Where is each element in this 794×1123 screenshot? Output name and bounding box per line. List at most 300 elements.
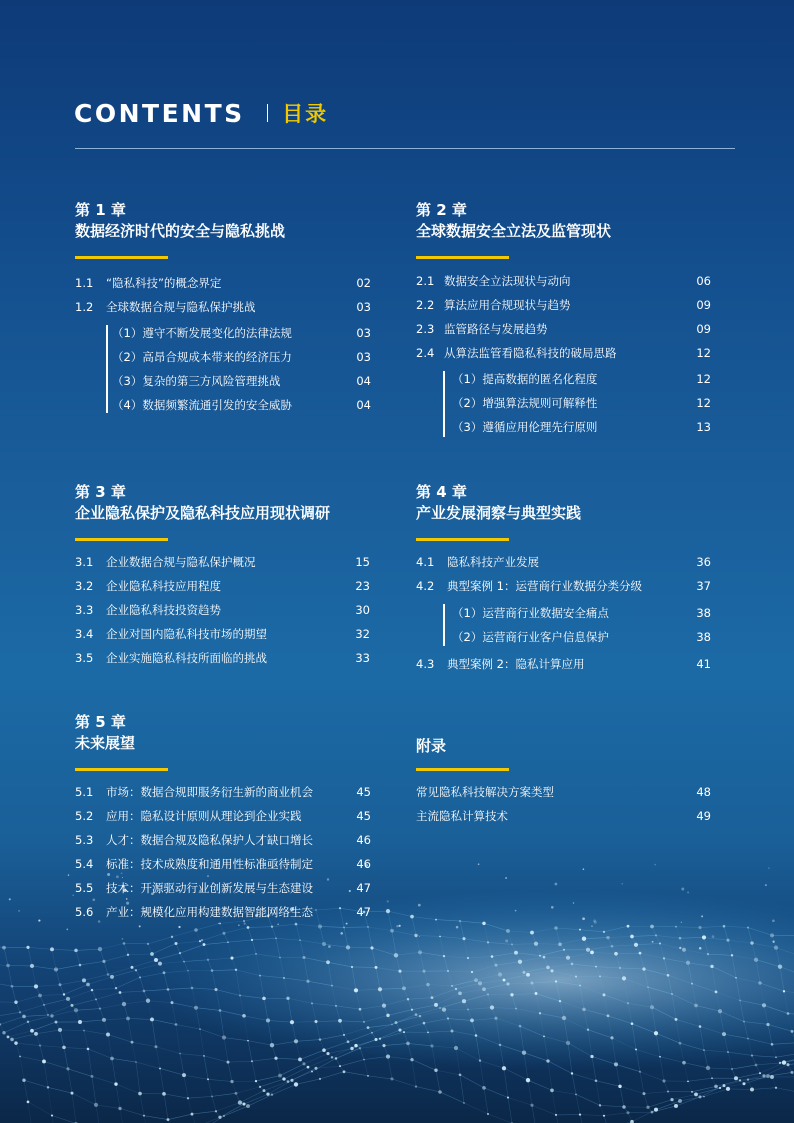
wave-mesh-line (124, 943, 128, 954)
wave-node-dot (430, 1044, 433, 1047)
wave-node-dot (546, 1059, 549, 1062)
wave-node-dot (242, 1014, 246, 1018)
wave-node-dot (579, 1113, 581, 1115)
wave-node-dot (183, 961, 185, 963)
wave-node-dot (155, 1045, 158, 1048)
entry-page: 04 (356, 374, 371, 388)
wave-node-dot (614, 1062, 618, 1066)
wave-mesh-line (292, 1068, 316, 1080)
wave-mesh-line (84, 1031, 88, 1049)
wave-node-dot (739, 1000, 741, 1002)
wave-node-dot (726, 939, 729, 942)
wave-node-dot (682, 1061, 686, 1065)
wave-node-dot (674, 1104, 678, 1108)
wave-mesh-line (484, 1088, 488, 1114)
wave-node-dot (143, 990, 146, 993)
wave-node-dot (558, 942, 562, 946)
entry-title: 应用：隐私设计原则从理论到企业实践 (106, 809, 302, 823)
wave-node-dot (439, 1007, 441, 1009)
wave-node-dot (38, 994, 42, 998)
wave-node-dot (590, 951, 594, 955)
entry-number: 5.2 (75, 809, 94, 823)
appendix-accent-bar (416, 768, 509, 771)
wave-node-dot (694, 1004, 698, 1008)
toc-entry-5-4[interactable] (75, 854, 371, 874)
wave-node-dot (266, 1018, 270, 1022)
toc-subentry[interactable] (112, 371, 371, 391)
wave-mesh-line (96, 1105, 120, 1109)
wave-node-dot (502, 1066, 506, 1070)
wave-node-dot (787, 1012, 790, 1015)
wave-node-dot (555, 1114, 557, 1116)
wave-node-dot (626, 1111, 629, 1114)
sparkle-dot (582, 917, 585, 920)
wave-mesh-line (144, 1116, 168, 1120)
wave-mesh-line (16, 1043, 40, 1045)
wave-node-dot (435, 919, 437, 921)
wave-node-dot (94, 1103, 98, 1107)
wave-node-dot (523, 971, 526, 974)
toc-subentry[interactable] (452, 627, 711, 647)
wave-mesh-line (104, 955, 128, 962)
wave-mesh-line (752, 1088, 776, 1090)
wave-node-dot (74, 1008, 78, 1012)
wave-mesh-line (52, 949, 76, 950)
wave-node-dot (407, 998, 409, 1000)
wave-mesh-line (136, 1062, 140, 1094)
wave-node-dot (614, 952, 618, 956)
toc-entry-4-1[interactable] (416, 552, 711, 572)
wave-mesh-line (212, 1093, 236, 1096)
toc-entry-1-2[interactable] (75, 297, 371, 317)
wave-mesh-line (116, 977, 140, 988)
wave-node-dot (227, 941, 229, 943)
wave-node-dot (266, 1092, 269, 1095)
wave-node-dot (343, 926, 345, 928)
wave-node-dot (562, 1016, 566, 1020)
wave-node-dot (499, 1044, 502, 1047)
toc-entry-5-3[interactable] (75, 830, 371, 850)
wave-node-dot (595, 966, 597, 968)
wave-node-dot (415, 1085, 417, 1087)
wave-node-dot (639, 1071, 641, 1073)
wave-mesh-line (644, 1094, 648, 1108)
sparkle-dot (244, 923, 246, 925)
wave-node-dot (586, 948, 590, 952)
wave-node-dot (222, 1035, 226, 1039)
toc-entry-3-1[interactable] (75, 552, 370, 572)
wave-node-dot (335, 1005, 337, 1007)
wave-node-dot (270, 1043, 274, 1047)
wave-node-dot (734, 1076, 738, 1080)
wave-node-dot (603, 993, 606, 996)
wave-mesh-line (60, 1030, 64, 1047)
wave-node-dot (262, 997, 266, 1001)
chapter-title: 产业发展洞察与典型实践 (416, 504, 582, 522)
toc-subentry[interactable] (112, 323, 371, 343)
wave-mesh-line (28, 1016, 52, 1022)
wave-node-dot (530, 1104, 533, 1107)
wave-node-dot (71, 1092, 74, 1095)
wave-node-dot (74, 949, 78, 953)
wave-node-dot (511, 943, 513, 945)
entry-title: 市场：数据合规即服务衍生新的商业机会 (106, 785, 313, 799)
entry-page: 03 (356, 326, 371, 340)
wave-mesh-line (164, 1094, 188, 1098)
wave-mesh-line (92, 1076, 96, 1104)
wave-node-dot (515, 1008, 517, 1010)
title-separator (267, 104, 269, 122)
wave-node-dot (51, 1114, 53, 1116)
wave-mesh-line (128, 1019, 132, 1043)
toc-entry-3-2[interactable] (75, 576, 370, 596)
wave-node-dot (487, 941, 489, 943)
wave-node-dot (519, 1025, 522, 1028)
entry-number: 3.2 (75, 579, 94, 593)
wave-mesh-line (572, 1073, 576, 1094)
wave-node-dot (647, 986, 649, 988)
wave-node-dot (579, 985, 581, 987)
toc-entry-3-5[interactable] (75, 648, 370, 668)
wave-node-dot (219, 922, 221, 924)
wave-node-dot (442, 1008, 446, 1012)
wave-node-dot (238, 1100, 242, 1104)
entry-page: 49 (696, 809, 711, 823)
wave-mesh-line (268, 1080, 292, 1094)
wave-node-dot (286, 997, 289, 1000)
toc-subentry[interactable] (112, 347, 371, 367)
wave-mesh-line (604, 1113, 628, 1116)
wave-node-dot (426, 983, 429, 986)
chapter-3-accent-bar (75, 538, 168, 541)
wave-node-dot (555, 980, 557, 982)
entry-page: 38 (696, 630, 711, 644)
toc-entry-2-4[interactable] (416, 343, 711, 363)
wave-node-dot (575, 976, 577, 978)
wave-node-dot (215, 1110, 217, 1112)
entry-number: 3.3 (75, 603, 94, 617)
sparkle-dot (765, 884, 767, 886)
toc-subentry[interactable] (452, 417, 711, 437)
wave-mesh-line (160, 1068, 164, 1093)
wave-node-dot (699, 1025, 702, 1028)
chapter-3-heading (75, 482, 330, 524)
toc-subentry[interactable] (112, 395, 371, 415)
wave-node-dot (251, 1060, 253, 1062)
wave-node-dot (750, 941, 753, 944)
chapter-2-heading (416, 200, 611, 242)
wave-mesh-line (368, 1076, 392, 1079)
wave-mesh-line (24, 1015, 48, 1016)
wave-mesh-line (604, 1116, 608, 1123)
wave-node-dot (771, 1043, 774, 1046)
wave-node-dot (535, 992, 538, 995)
wave-node-dot (199, 1028, 201, 1030)
wave-mesh-line (164, 1094, 168, 1120)
wave-node-dot (791, 1030, 794, 1033)
wave-node-dot (382, 1044, 385, 1047)
wave-mesh-line (664, 1081, 668, 1092)
wave-node-dot (290, 1020, 294, 1024)
wave-mesh-line (116, 1084, 140, 1094)
toc-entry-3-3[interactable] (75, 600, 370, 620)
wave-node-dot (354, 988, 358, 992)
wave-mesh-line (256, 1076, 280, 1082)
wave-node-dot (247, 1040, 249, 1042)
wave-node-dot (675, 926, 677, 928)
entry-number: 5.3 (75, 833, 94, 847)
wave-node-dot (83, 1030, 85, 1032)
wave-node-dot (47, 1086, 49, 1088)
wave-node-dot (439, 936, 441, 938)
wave-node-dot (199, 940, 201, 942)
wave-node-dot (530, 931, 534, 935)
wave-mesh-line (460, 1075, 484, 1088)
wave-node-dot (518, 960, 522, 964)
toc-appendix-entry[interactable] (416, 782, 711, 802)
wave-node-dot (207, 1078, 209, 1080)
wave-node-dot (735, 977, 737, 979)
toc-entry-1-1[interactable] (75, 273, 371, 293)
wave-mesh-line (28, 1102, 52, 1116)
wave-node-dot (571, 963, 574, 966)
wave-node-dot (599, 975, 601, 977)
entry-title: 全球数据合规与隐私保护挑战 (106, 300, 256, 314)
wave-mesh-line (640, 1072, 644, 1094)
wave-node-dot (459, 1074, 462, 1077)
wave-node-dot (627, 1002, 629, 1004)
toc-entry-5-1[interactable] (75, 782, 371, 802)
wave-node-dot (526, 1078, 530, 1082)
wave-node-dot (434, 1069, 437, 1072)
wave-node-dot (179, 1053, 181, 1055)
toc-entry-4-2[interactable] (416, 576, 711, 596)
toc-entry-5-2[interactable] (75, 806, 371, 826)
wave-mesh-line (80, 965, 84, 980)
wave-node-dot (575, 1094, 577, 1096)
wave-mesh-line (576, 1094, 600, 1105)
toc-subentry[interactable] (452, 369, 711, 389)
wave-node-dot (410, 1058, 413, 1061)
wave-mesh-line (108, 967, 132, 974)
wave-node-dot (102, 960, 105, 963)
sparkle-dot (591, 926, 592, 927)
entry-title: （4）数据频繁流通引发的安全威胁 (112, 398, 292, 412)
wave-mesh-line (112, 1058, 116, 1084)
sparkle-dot (92, 898, 95, 901)
wave-mesh-line (60, 980, 84, 984)
wave-mesh-line (224, 1038, 228, 1063)
wave-node-dot (723, 1084, 726, 1087)
wave-mesh-line (132, 1042, 156, 1047)
sparkle-dot (73, 895, 74, 896)
wave-mesh-line (320, 1072, 344, 1079)
wave-node-dot (114, 1082, 117, 1085)
chapter-title: 全球数据安全立法及监管现状 (416, 222, 612, 240)
wave-node-dot (246, 1104, 250, 1108)
wave-mesh-line (152, 1019, 156, 1046)
toc-entry-5-6[interactable] (75, 902, 371, 922)
wave-mesh-line (152, 1019, 176, 1024)
toc-subentry[interactable] (452, 603, 711, 623)
wave-node-dot (691, 1091, 693, 1093)
wave-node-dot (319, 1078, 321, 1080)
sparkle-dot (593, 919, 596, 922)
wave-mesh-line (484, 1088, 508, 1098)
toc-entry-2-2[interactable] (416, 295, 711, 315)
entry-title: （2）运营商行业客户信息保护 (452, 630, 609, 644)
entry-title: 企业隐私科技投资趋势 (106, 603, 221, 617)
wave-node-dot (711, 1077, 713, 1079)
toc-entry-2-1[interactable] (416, 271, 711, 291)
wave-node-dot (138, 1092, 142, 1096)
wave-mesh-line (260, 1079, 284, 1087)
wave-mesh-line (228, 1061, 252, 1062)
chapter-label: 第 4 章 (416, 483, 467, 501)
wave-node-dot (386, 1055, 390, 1059)
wave-mesh-line (4, 1022, 28, 1033)
wave-node-dot (579, 929, 581, 931)
wave-node-dot (506, 982, 509, 985)
sparkle-dot (654, 864, 656, 866)
sparkle-dot (418, 904, 421, 907)
toc-entry-4-3[interactable] (416, 654, 711, 674)
wave-node-dot (731, 1068, 733, 1070)
entry-title: 从算法监管看隐私科技的破局思路 (444, 346, 617, 360)
wave-node-dot (566, 956, 570, 960)
wave-mesh-line (192, 1111, 216, 1114)
toc-entry-2-3[interactable] (416, 319, 711, 339)
chapter-label: 第 1 章 (75, 201, 126, 219)
entry-title: 企业数据合规与隐私保护概况 (106, 555, 256, 569)
wave-node-dot (458, 991, 462, 995)
wave-node-dot (42, 1060, 46, 1064)
wave-node-dot (382, 1004, 386, 1008)
sparkle-dot (38, 920, 40, 922)
wave-mesh-line (76, 950, 80, 965)
sparkle-dot (478, 863, 480, 865)
wave-node-dot (2, 946, 6, 950)
wave-node-dot (459, 920, 461, 922)
wave-node-dot (634, 943, 638, 947)
wave-mesh-line (112, 970, 136, 977)
entry-title: 算法应用合规现状与趋势 (444, 298, 571, 312)
wave-node-dot (702, 935, 706, 939)
wave-mesh-line (460, 1075, 464, 1103)
wave-node-dot (566, 1041, 570, 1045)
wave-node-dot (274, 1057, 277, 1060)
wave-node-dot (294, 1039, 298, 1043)
wave-mesh-line (280, 1064, 304, 1076)
sparkle-dot (122, 938, 124, 940)
wave-mesh-line (704, 1089, 728, 1097)
wave-node-dot (491, 955, 494, 958)
wave-node-dot (659, 1056, 661, 1058)
wave-mesh-line (180, 1054, 184, 1076)
wave-mesh-line (532, 1105, 556, 1115)
wave-mesh-line (44, 1005, 48, 1015)
wave-mesh-line (580, 1115, 604, 1116)
wave-mesh-line (20, 1056, 24, 1080)
wave-mesh-line (224, 1106, 248, 1116)
entry-page: 38 (696, 606, 711, 620)
wave-node-dot (131, 966, 134, 969)
entry-page: 04 (356, 398, 371, 412)
entry-number: 2.2 (416, 298, 435, 312)
wave-node-dot (354, 1044, 357, 1047)
wave-node-dot (503, 979, 506, 982)
wave-node-dot (363, 1021, 365, 1023)
entry-title: 技术：开源驱动行业创新发展与生态建设 (106, 881, 313, 895)
wave-node-dot (11, 985, 14, 988)
wave-node-dot (607, 1014, 610, 1017)
toc-entry-3-4[interactable] (75, 624, 370, 644)
wave-mesh-line (92, 1076, 116, 1084)
wave-node-dot (622, 1105, 625, 1108)
wave-node-dot (714, 1085, 718, 1089)
wave-node-dot (467, 957, 469, 959)
wave-node-dot (786, 1063, 789, 1066)
wave-node-dot (539, 1012, 541, 1014)
wave-node-dot (14, 1041, 17, 1044)
wave-node-dot (571, 1072, 573, 1074)
wave-mesh-line (148, 1001, 152, 1020)
wave-node-dot (419, 1015, 421, 1017)
sparkle-dot (419, 936, 420, 937)
wave-mesh-line (600, 1105, 604, 1115)
sparkle-dot (387, 900, 389, 902)
toc-appendix-entry[interactable] (416, 806, 711, 826)
entry-number: 1.2 (75, 300, 94, 314)
wave-mesh-line (72, 1093, 76, 1123)
wave-node-dot (410, 915, 414, 919)
toc-entry-5-5[interactable] (75, 878, 371, 898)
wave-node-dot (203, 1055, 205, 1057)
toc-subentry[interactable] (452, 393, 711, 413)
wave-mesh-line (32, 966, 36, 987)
wave-node-dot (679, 937, 682, 940)
wave-mesh-line (76, 1009, 100, 1011)
entry-number: 4.1 (416, 555, 435, 569)
wave-mesh-line (528, 1080, 552, 1090)
wave-node-dot (235, 1092, 238, 1095)
wave-node-dot (654, 1108, 658, 1112)
entry-title: （3）复杂的第三方风险管理挑战 (112, 374, 281, 388)
wave-node-dot (675, 1018, 678, 1021)
wave-node-dot (706, 1066, 710, 1070)
wave-node-dot (482, 1086, 486, 1090)
wave-mesh-line (148, 937, 172, 944)
wave-node-dot (87, 1048, 90, 1051)
wave-mesh-line (128, 954, 152, 955)
wave-mesh-line (0, 1002, 16, 1003)
wave-node-dot (182, 1073, 186, 1077)
wave-mesh-line (16, 996, 40, 1003)
wave-node-dot (367, 926, 369, 928)
entry-number: 3.1 (75, 555, 94, 569)
wave-node-dot (115, 987, 117, 989)
wave-node-dot (271, 926, 273, 928)
wave-node-dot (447, 970, 449, 972)
wave-node-dot (587, 1029, 589, 1031)
wave-node-dot (39, 1044, 41, 1046)
wave-mesh-line (600, 1105, 624, 1107)
entry-page: 12 (696, 396, 711, 410)
wave-node-dot (531, 982, 534, 985)
wave-node-dot (379, 1038, 381, 1040)
wave-mesh-line (716, 1080, 740, 1086)
wave-mesh-line (556, 1115, 560, 1123)
